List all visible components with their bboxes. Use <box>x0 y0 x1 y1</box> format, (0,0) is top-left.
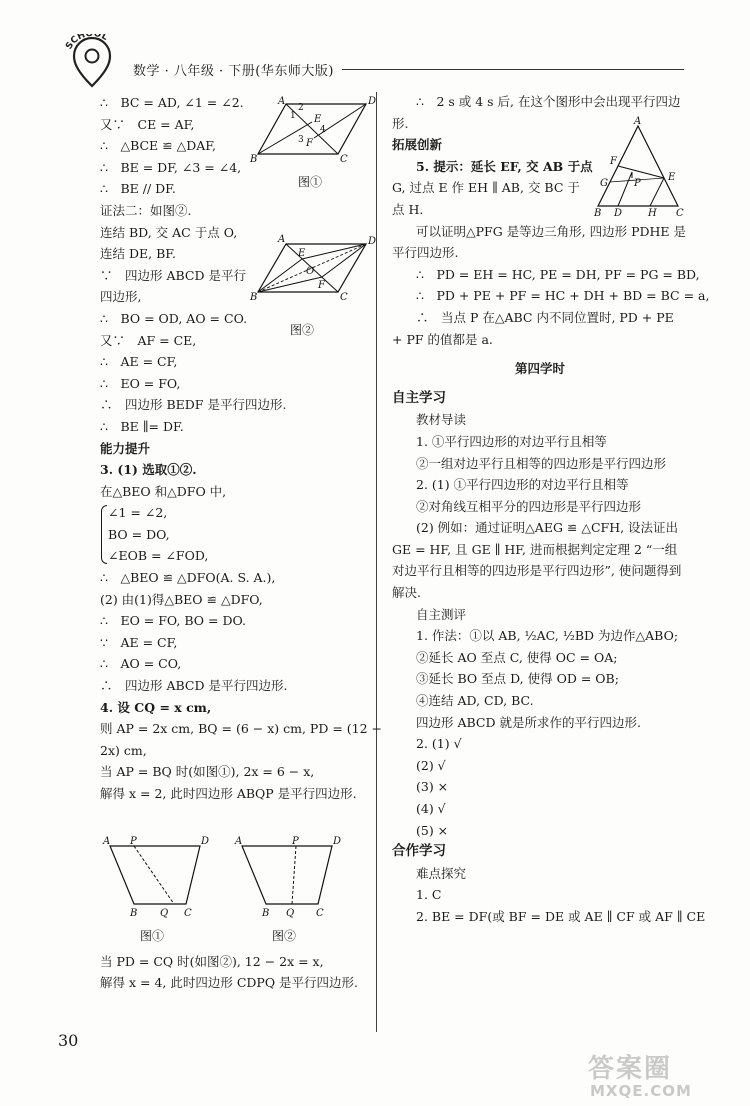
svg-text:4: 4 <box>320 125 326 135</box>
text-line: 2. BE = DF(或 BF = DE 或 AE ∥ CF 或 AF ∥ CE <box>416 908 706 924</box>
watermark <box>582 1048 742 1104</box>
text-line: 1. 作法：①以 AB, ½AC, ½BD 为边作△ABO; <box>416 628 679 644</box>
svg-text:图①: 图① <box>298 175 323 189</box>
text-line: ∴ EO = FO, <box>100 375 181 391</box>
svg-text:F: F <box>318 280 325 291</box>
svg-text:图②: 图② <box>290 323 315 337</box>
svg-text:A: A <box>278 234 286 245</box>
text-line: 当 PD = CQ 时(如图②), 12 − 2x = x, <box>100 953 324 969</box>
svg-text:B: B <box>594 208 602 219</box>
svg-text:E: E <box>298 248 306 259</box>
text-line: ②一组对边平行且相等的四边形是平行四边形 <box>416 455 667 471</box>
header-rule <box>342 69 684 70</box>
text-line: 可以证明△PFG 是等边三角形, 四边形 PDHE 是平行四边形. <box>392 223 687 261</box>
svg-text:B: B <box>262 908 270 919</box>
svg-text:B: B <box>250 154 258 165</box>
text-line: ∴ 四边形 BEDF 是平行四边形. <box>100 397 287 413</box>
svg-text:P: P <box>292 836 299 847</box>
svg-text:D: D <box>368 96 377 107</box>
text-line: 在△BEO 和△DFO 中, <box>100 483 227 499</box>
svg-text:SCHOOL: SCHOOL <box>64 34 110 52</box>
text-line: ②延长 AO 至点 C, 使得 OC = OA; <box>416 649 618 665</box>
column-divider <box>376 92 377 1032</box>
figure-trapezoid-1 <box>100 834 210 944</box>
text-line: 2x) cm, <box>100 742 147 758</box>
svg-text:E: E <box>668 172 676 183</box>
text-line: ∴ 四边形 ABCD 是平行四边形. <box>100 678 288 694</box>
svg-text:E: E <box>314 114 322 125</box>
text-line: G, 过点 E 作 EH ∥ AB, 交 BC 于 <box>392 180 580 196</box>
text-line: 当 AP = BQ 时(如图①), 2x = 6 − x, <box>100 764 315 780</box>
svg-text:A: A <box>103 836 111 847</box>
text-line: 则 AP = 2x cm, BQ = (6 − x) cm, PD = (12 − <box>100 721 382 737</box>
text-line: (2) √ <box>416 757 446 773</box>
section-heading: 拓展创新 <box>392 137 443 153</box>
text-line: ∴ BE = DF, ∠3 = ∠4, <box>100 159 242 175</box>
watermark-text: 答案圈 <box>588 1054 673 1084</box>
svg-text:1: 1 <box>290 111 296 121</box>
svg-text:D: D <box>201 836 210 847</box>
svg-text:B: B <box>130 908 138 919</box>
svg-text:D: D <box>368 236 377 247</box>
text-line: 点 H. <box>392 201 424 217</box>
subsection-heading: 自主测评 <box>416 606 467 622</box>
svg-text:C: C <box>340 292 348 303</box>
text-line: ∴ BC = AD, ∠1 = ∠2. <box>100 95 244 110</box>
school-logo-icon <box>62 34 122 94</box>
text-line: 2. (1) √ <box>416 736 462 752</box>
text-line: (2) 例如：通过证明△AEG ≌ △CFH, 设法证出 GE = HF, 且 GE ∥ HF, 进而根据判定定理 2 “一组对边平行且相等的四边形是平行四边形”, 使问题得到解决. <box>392 520 682 601</box>
text-line: ∴ AE = CF, <box>100 354 178 370</box>
text-line: (5) × <box>416 822 449 838</box>
svg-text:B: B <box>250 292 258 303</box>
text-line: ④连结 AD, CD, BC. <box>416 693 534 709</box>
equation-system <box>100 502 368 567</box>
text-line: ∴ PD + PE + PF = HC + DH + BD = BC = a, <box>416 288 710 304</box>
text-line: 解得 x = 2, 此时四边形 ABQP 是平行四边形. <box>100 786 357 801</box>
svg-text:C: C <box>184 908 192 919</box>
subsection-heading: 难点探究 <box>416 865 467 881</box>
svg-text:Q: Q <box>160 908 169 919</box>
text-line: 又∵ CE = AF, <box>100 116 195 132</box>
svg-text:3: 3 <box>298 135 304 145</box>
figure-triangle <box>592 116 688 220</box>
text-line: 又∵ AF = CE, <box>100 332 197 348</box>
text-line: ∴ △BCE ≌ △DAF, <box>100 138 216 154</box>
svg-text:A: A <box>278 96 286 107</box>
svg-text:H: H <box>648 208 657 219</box>
text-line: (2) 由(1)得△BEO ≌ △DFO, <box>100 591 263 607</box>
text-line: 四边形 ABCD 就是所求作的平行四边形. <box>416 714 641 730</box>
svg-text:P: P <box>130 836 137 847</box>
section-heading: 自主学习 <box>392 389 446 406</box>
figure-trapezoid-2 <box>232 834 342 944</box>
text-line: 2. (1) ①平行四边形的对边平行且相等 <box>416 477 629 493</box>
section-heading: 合作学习 <box>392 843 446 860</box>
text-line: ∠1 = ∠2, <box>108 505 168 521</box>
lesson-heading: 第四学时 <box>514 361 565 377</box>
text-line: ∴ BE ∥= DF. <box>100 418 184 434</box>
text-line: 证法二：如图②. <box>100 202 192 218</box>
subsection-heading: 教材导读 <box>416 412 467 428</box>
text-line: 连结 DE, BF. <box>100 246 176 262</box>
text-line: (3) × <box>416 779 449 795</box>
svg-text:A: A <box>634 116 642 127</box>
text-line: 解得 x = 4, 此时四边形 CDPQ 是平行四边形. <box>100 975 359 991</box>
svg-text:C: C <box>316 908 324 919</box>
svg-text:A: A <box>235 836 243 847</box>
svg-text:图①: 图① <box>140 929 165 943</box>
text-line: ∠EOB = ∠FOD, <box>108 548 209 564</box>
text-line: ∴ BO = OD, AO = CO. <box>100 310 248 326</box>
text-line: ∴ BE // DF. <box>100 181 176 197</box>
svg-text:Q: Q <box>286 908 295 919</box>
svg-text:C: C <box>676 208 684 219</box>
text-line: ∵ 四边形 ABCD 是平行四边形, <box>100 267 246 305</box>
svg-text:F: F <box>306 138 313 149</box>
svg-text:O: O <box>306 266 315 277</box>
page-number: 30 <box>58 1031 79 1050</box>
svg-text:F: F <box>610 156 617 167</box>
text-line: ∴ △BEO ≌ △DFO(A. S. A.), <box>100 570 276 586</box>
svg-text:C: C <box>340 154 348 165</box>
text-line: 连结 BD, 交 AC 于点 O, <box>100 224 238 240</box>
svg-text:P: P <box>634 178 641 189</box>
text-line: (4) √ <box>416 801 446 816</box>
text-line: 1. C <box>416 887 442 903</box>
svg-text:2: 2 <box>298 103 304 113</box>
text-line: 3. (1) 选取①②. <box>100 462 197 478</box>
svg-text:D: D <box>333 836 342 847</box>
text-line: ②对角线互相平分的四边形是平行四边形 <box>416 498 642 514</box>
section-heading: 能力提升 <box>100 440 151 456</box>
text-line: 4. 设 CQ = x cm, <box>100 699 212 715</box>
text-line: ∴ AO = CO, <box>100 656 182 672</box>
svg-text:图②: 图② <box>272 929 297 943</box>
svg-text:D: D <box>614 208 623 219</box>
figure-parallelogram-1 <box>250 96 377 189</box>
text-line: ∴ 2 s 或 4 s 后, 在这个图形中会出现平行四边形. <box>392 94 681 131</box>
watermark-url: MXQE.COM <box>590 1082 692 1100</box>
text-line: ③延长 BO 至点 D, 使得 OD = OB; <box>416 671 619 687</box>
text-line: BO = DO, <box>108 526 170 542</box>
text-line: ∴ EO = FO, BO = DO. <box>100 613 246 629</box>
text-line: ∵ AE = CF, <box>100 634 178 650</box>
page-header-title: 数学 · 八年级 · 下册(华东师大版) <box>133 64 334 79</box>
text-line: 1. ①平行四边形的对边平行且相等 <box>416 433 607 449</box>
text-line: ∴ 当点 P 在△ABC 内不同位置时, PD + PE + PF 的值都是 a. <box>392 309 674 347</box>
svg-text:G: G <box>600 178 608 189</box>
figure-parallelogram-2 <box>250 232 377 340</box>
text-line: 5. 提示：延长 EF, 交 AB 于点 <box>416 158 593 174</box>
text-line: ∴ PD = EH = HC, PE = DH, PF = PG = BD, <box>416 266 700 282</box>
